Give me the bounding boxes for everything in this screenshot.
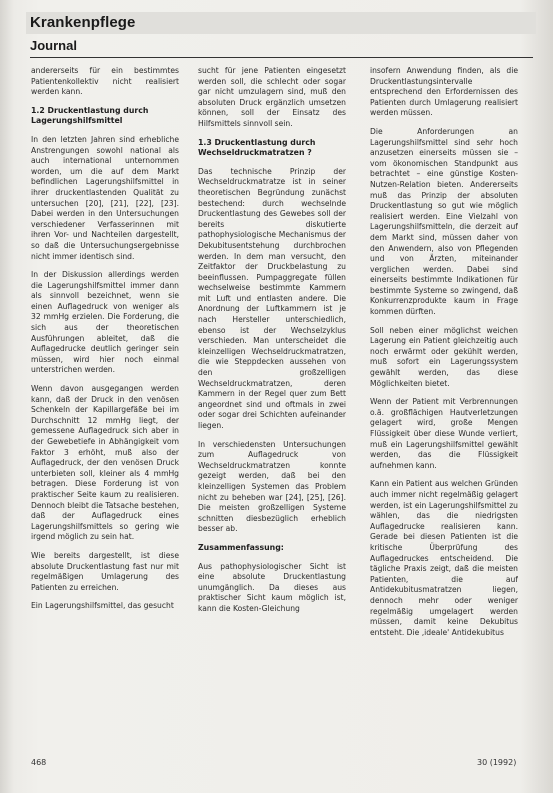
body-paragraph: Die Anforderungen an Lagerungshilfsmittel sind sehr hoch anzusetzen einerseits müssen sie – vom ökonomischen Standpunkt aus betrachtet – eine günstige Kosten-Nutzen-Relation bieten. Andererseits muß das Prinzip der absoluten Druckentlastung so gut wie möglich realisiert werden. Eine Vielzahl von Lagerungshilfsmitteln, die derzeit auf dem Markt sind, müssen daher von den Anwendern, also von Pflegenden und von Ärzten, miteinander verglichen werden. Dabei sind einerseits bestimmte Indikationen für bestimmte Systeme so zwingend, daß Konkurrenzprodukte kaum in Frage kommen dürften. [370,126,518,317]
body-paragraph: Soll neben einer möglichst weichen Lagerung ein Patient gleichzeitig auch noch erwärmt oder gekühlt werden, muß sofort ein Lagerungssystem gewählt werden, das diese Möglichkeiten bietet. [370,325,518,388]
journal-title: Krankenpflege [30,14,136,31]
body-paragraph: In den letzten Jahren sind erhebliche Anstrengungen sowohl national als auch international unternommen worden, um die auf dem Markt befindlichen Lagerungshilfsmittel in ihrer druckentlastenden Qualität zu untersuchen [20], [21], [22], [23]. Dabei werden in den Untersuchungen verschiedener Verfasserinnen mit ihren Vor- und Nachteilen dargestellt, so daß die Untersuchungsergebnisse nicht immer identisch sind. [31,134,179,261]
body-paragraph: sucht für jene Patienten eingesetzt werden soll, die schlecht oder sogar gar nicht umzulagern sind, muß den absoluten Druck ergänzlich umsetzen können, soll der Einsatz des Hilfsmittels sinnvoll sein. [198,66,346,128]
body-paragraph: andererseits für ein bestimmtes Patientenkollektiv nicht realisiert werden kann. [31,66,179,97]
issue-label: 30 (1992) [477,758,517,767]
body-paragraph: In der Diskussion allerdings werden die Lagerungshilfsmittel immer dann als sinnvoll bezeichnet, wenn sie einen Auflagedruck von weniger als 32 mmHg erzielen. Die Forderung, die sich aus der theoretischen Ausführungen ableitet, daß die Auflagedrucke deutlich geringer sein müssen, wird hier noch einmal unterstrichen werden. [31,270,179,375]
text-column-3 [370,66,518,754]
body-paragraph: Wenn davon ausgegangen werden kann, daß der Druck in den venösen Schenkeln der Kapillargefäße bei im Durchschnitt 12 mmHg liegt, der gemessene Auflagedruck sich aber in der Gewebetiefe in Abhängigkeit vom Faktor 3 erhöht, muß also der Auflagedruck, der den venösen Druck unterbieten soll, kleiner als 4 mmHg betragen. Diese Forderung ist von praktischer Seite kaum zu realisieren. Dennoch bleibt die Tatsache bestehen, daß der Auflagedruck eines Lagerungshilfsmittels so gering wie irgend möglich zu sein hat. [31,384,179,542]
body-paragraph: Ein Lagerungshilfsmittel, das gesucht [31,601,174,611]
text-column-2 [198,66,346,754]
text-column-1 [31,66,179,754]
journal-subtitle: Journal [30,38,77,53]
header-divider [30,57,533,58]
section-heading: 1.2 Druckentlastung durch Lagerungshilfsmittel [31,105,149,126]
body-paragraph: Wenn der Patient mit Verbrennungen o.ä. großflächigen Hautverletzungen gelagert wird, große Mengen Flüssigkeit über diese Wunde verliert, muß ein Lagerungshilfsmittel gewählt werden, das die Flüssigkeit aufnehmen kann. [370,397,518,470]
body-paragraph: insofern Anwendung finden, als die Druckentlastungsintervalle entsprechend den Erfordernissen des Patienten durch Umlagerung realisiert werden müssen. [370,66,518,118]
body-paragraph: Kann ein Patient aus welchen Gründen auch immer nicht regelmäßig gelagert werden, ist ein Lagerungshilfsmittel zu wählen, das die niedrigsten Auflagedrucke realisieren kann. Gerade bei diesen Patienten ist die kritische Überprüfung des Auflagedruckes entscheidend. Die tägliche Praxis zeigt, daß die meisten Patienten, die auf Antidekubitusmatratzen liegen, dennoch mehr oder weniger regelmäßig umgelagert werden müssen, damit keine Dekubitus entsteht. Die ‚ideale' Antidekubitus [370,479,518,637]
body-paragraph: Das technische Prinzip der Wechseldruckmatratze ist in seiner theoretischen Begründung zunächst bestechend: durch wechselnde Druckentlastung des Gewebes soll der bereits diskutierte pathophysiologische Mechanismus der Dekubitusentstehung durchbrochen werden. In dem man versucht, den Zeitfaktor der Druckbelastung zu beeinflussen. Pumpaggregate füllen wechselweise bestimmte Kammern mit Luft und entlasten andere. Die Anordnung der Luftkammern ist je nach Hersteller unterschiedlich, ebenso ist der Wechselzyklus verschieden. Man unterscheidet die kleinzelligen Wechseldruckmatratzen, die wie Steppdecken aussehen von den großzelligen Wechseldruckmatratzen, deren Kammern in der Regel quer zum Bett angeordnet sind und oftmals in zwei oder sogar drei Schichten aufeinander liegen. [198,166,346,430]
section-heading: 1.3 Druckentlastung durch Wechseldruckmatratzen ? [198,137,316,158]
body-paragraph: Wie bereits dargestellt, ist diese absolute Druckentlastung fast nur mit regelmäßigen Umlagerung des Patienten zu erreichen. [31,550,179,592]
section-heading: Zusammenfassung: [198,542,284,552]
body-paragraph: Aus pathophysiologischer Sicht ist eine absolute Druckentlastung unumgänglich. Da dieses aus praktischer Sicht kaum möglich ist, kann die Kosten-Gleichung [198,561,346,613]
body-paragraph: In verschiedensten Untersuchungen zum Auflagedruck von Wechseldruckmatratzen konnte gezeigt werden, daß bei den kleinzelligen Systemen das Problem nicht zu beheben war [24], [25], [26]. Die meisten großzelligen Systeme schnitten diesbezüglich erheblich besser ab. [198,439,346,534]
page-number: 468 [31,758,47,767]
